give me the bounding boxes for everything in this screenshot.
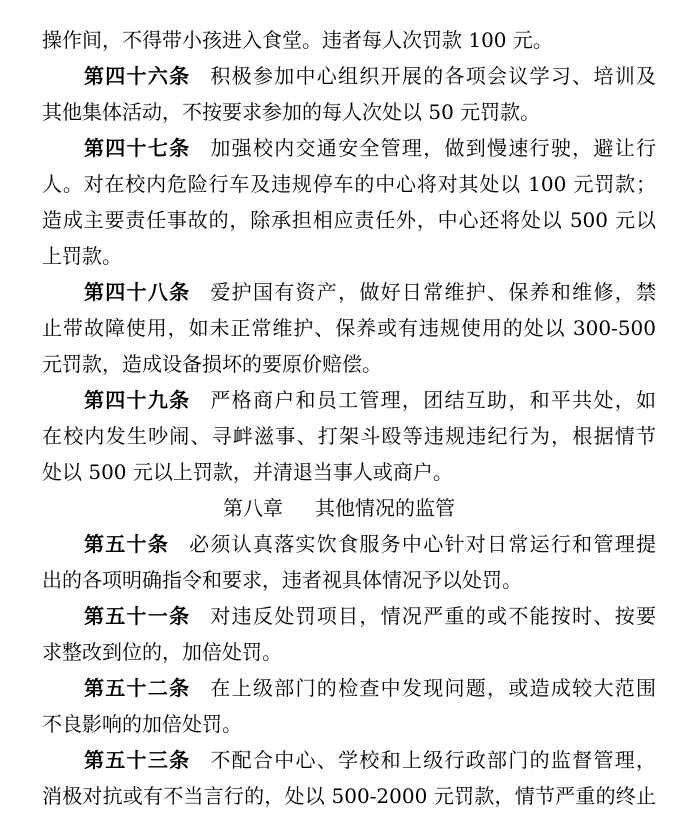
article-49-line-3: 处以 500 元以上罚款，并清退当事人或商户。: [42, 460, 453, 484]
chapter-number: 第八章: [223, 496, 283, 520]
article-53-line-1: [84, 742, 656, 778]
article-number: 第五十二条: [84, 676, 191, 700]
article-number: 第五十条: [84, 532, 170, 556]
article-number: 第四十八条: [84, 280, 191, 304]
article-52-line-1: [84, 670, 656, 706]
article-text: 在上级部门的检查中发现问题，或造成较大范围: [210, 676, 657, 700]
article-47-line-4: 上罚款。: [42, 244, 122, 268]
article-number: 第五十三条: [84, 748, 191, 772]
article-number: 第四十九条: [84, 388, 191, 412]
article-text: 加强校内交通安全管理，做到慢速行驶，避让行: [210, 136, 657, 160]
article-50-line-1: [84, 526, 656, 562]
chapter-heading: [0, 490, 678, 526]
article-text: 严格商户和员工管理，团结互助，和平共处，如: [210, 388, 657, 412]
article-number: 第四十七条: [84, 136, 191, 160]
article-text: 积极参加中心组织开展的各项会议学习、培训及: [210, 64, 657, 88]
article-48-line-2: 止带故障使用，如未正常维护、保养或有违规使用的处以 300-500: [42, 316, 656, 340]
article-text: 爱护国有资产，做好日常维护、保养和维修，禁: [210, 280, 657, 304]
article-49-line-2: 在校内发生吵闹、寻衅滋事、打架斗殴等违规违纪行为，根据情节: [42, 424, 656, 448]
article-text: 必须认真落实饮食服务中心针对日常运行和管理提: [189, 532, 657, 556]
article-48-line-3: 元罚款，造成设备损坏的要原价赔偿。: [42, 352, 382, 376]
article-47-line-2: 人。对在校内危险行车及违规停车的中心将对其处以 100 元罚款；: [42, 172, 656, 196]
article-47-line-1: [84, 130, 656, 166]
article-48-line-1: [84, 274, 656, 310]
article-51-line-2: 求整改到位的，加倍处罚。: [42, 640, 282, 664]
article-text: 对违反处罚项目，情况严重的或不能按时、按要: [210, 604, 657, 628]
chapter-title: 其他情况的监管: [315, 496, 455, 520]
article-52-line-2: 不良影响的加倍处罚。: [42, 712, 242, 736]
article-text: 不配合中心、学校和上级行政部门的监督管理，: [210, 748, 657, 772]
article-50-line-2: 出的各项明确指令和要求，违者视具体情况予以处罚。: [42, 568, 522, 592]
article-53-line-2: 消极对抗或有不当言行的，处以 500-2000 元罚款，情节严重的终止: [42, 784, 656, 808]
article-number: 第五十一条: [84, 604, 191, 628]
article-46-line-2: 其他集体活动，不按要求参加的每人次处以 50 元罚款。: [42, 100, 541, 124]
article-47-line-3: 造成主要责任事故的，除承担相应责任外，中心还将处以 500 元以: [42, 208, 656, 232]
article-51-line-1: [84, 598, 656, 634]
article-49-line-1: [84, 382, 656, 418]
text-line: 操作间，不得带小孩进入食堂。违者每人次罚款 100 元。: [42, 28, 553, 52]
article-number: 第四十六条: [84, 64, 191, 88]
article-46-line-1: [84, 58, 656, 94]
